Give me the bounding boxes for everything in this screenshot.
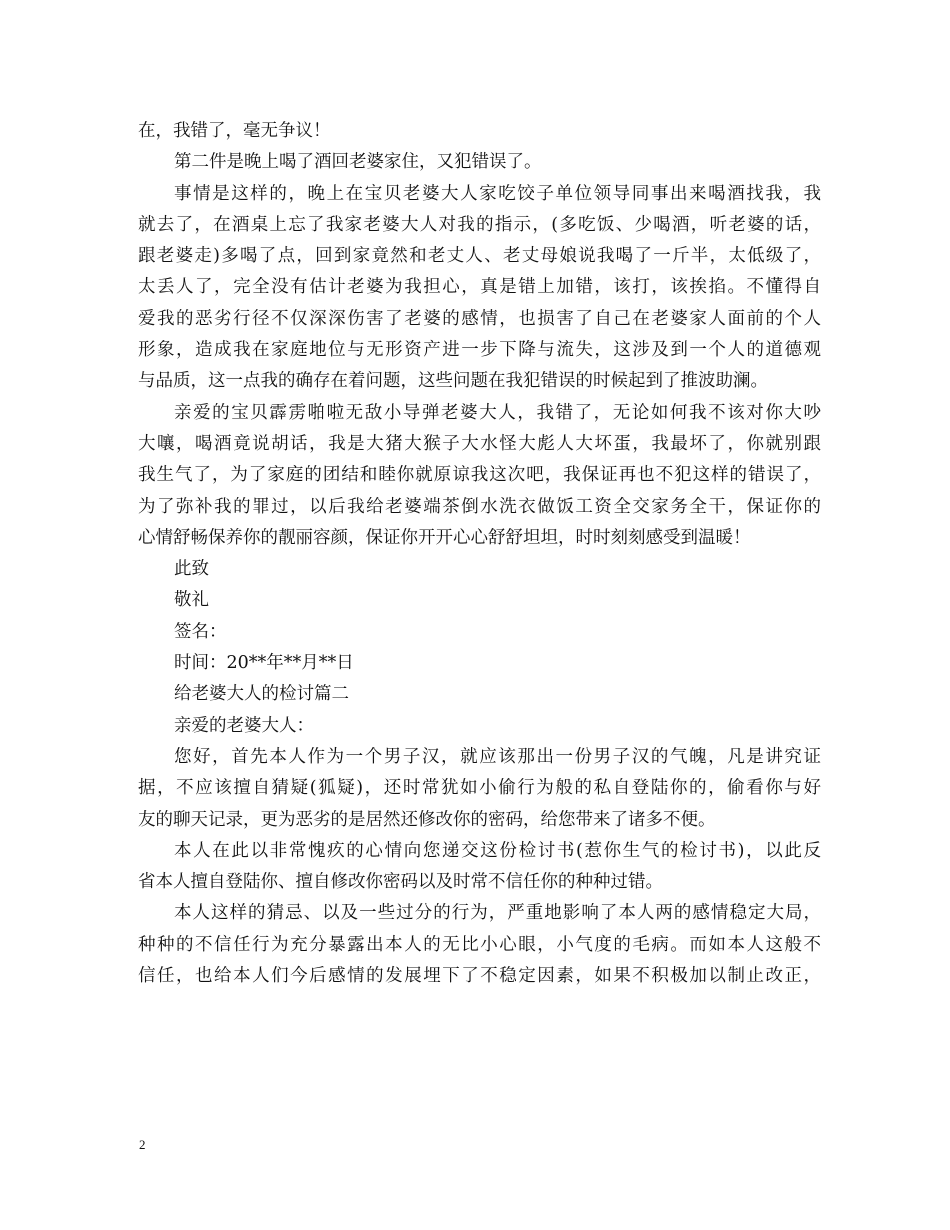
text-line: 敬礼: [174, 590, 209, 611]
text-line: 跟老婆走)多喝了点，回到家竟然和老丈人、老丈母娘说我喝了一斤半，太低级了，: [138, 246, 821, 267]
text-line: 本人在此以非常愧疚的心情向您递交这份检讨书(惹你生气的检讨书)，以此反: [174, 840, 821, 861]
text-line: 事情是这样的，晚上在宝贝老婆大人家吃饺子单位领导同事出来喝酒找我，我: [174, 183, 821, 204]
text-line: 签名：: [174, 621, 227, 642]
document-body: [138, 116, 821, 992]
text-line: 我生气了，为了家庭的团结和睦你就原谅我这次吧，我保证再也不犯这样的错误了，: [138, 465, 821, 486]
text-line: 省本人擅自登陆你、擅自修改你密码以及时常不信任你的种种过错。: [138, 872, 663, 893]
text-line: 心情舒畅保养你的靓丽容颜，保证你开开心心舒舒坦坦，时时刻刻感受到温暖！: [138, 527, 751, 548]
text-line: 时间：20**年**月**日: [174, 653, 354, 674]
text-line: 就去了，在酒桌上忘了我家老婆大人对我的指示，(多吃饭、少喝酒，听老婆的话，: [138, 214, 821, 235]
text-line: 为了弥补我的罪过，以后我给老婆端茶倒水洗衣做饭工资全交家务全干，保证你的: [138, 496, 821, 517]
text-line: 您好，首先本人作为一个男子汉，就应该那出一份男子汉的气魄，凡是讲究证: [174, 746, 821, 767]
text-line: 与品质，这一点我的确存在着问题，这些问题在我犯错误的时候起到了推波助澜。: [138, 371, 768, 392]
text-line: 形象，造成我在家庭地位与无形资产进一步下降与流失，这涉及到一个人的道德观: [138, 340, 821, 361]
text-line: 亲爱的老婆大人：: [174, 715, 314, 736]
text-line: 友的聊天记录，更为恶劣的是居然还修改你的密码，给您带来了诸多不便。: [138, 809, 716, 830]
text-line: 信任，也给本人们今后感情的发展埋下了不稳定因素，如果不积极加以制止改正，: [138, 966, 821, 987]
page-number: 2: [139, 1137, 146, 1152]
text-line: 此致: [174, 559, 209, 580]
text-line: 种种的不信任行为充分暴露出本人的无比小心眼，小气度的毛病。而如本人这般不: [138, 934, 821, 955]
text-line: 在，我错了，毫无争议！: [138, 121, 331, 141]
text-line: 给老婆大人的检讨篇二: [174, 684, 349, 705]
text-line: 爱我的恶劣行径不仅深深伤害了老婆的感情，也损害了自己在老婆家人面前的个人: [138, 308, 821, 329]
text-line: 第二件是晚上喝了酒回老婆家住，又犯错误了。: [174, 152, 542, 173]
text-line: 太丢人了，完全没有估计老婆为我担心，真是错上加错，该打，该挨掐。不懂得自: [138, 277, 821, 298]
text-line: 亲爱的宝贝霹雳啪啦无敌小导弹老婆大人，我错了，无论如何我不该对你大吵: [174, 402, 821, 423]
text-line: 据，不应该擅自猜疑(狐疑)，还时常犹如小偷行为般的私自登陆你的，偷看你与好: [138, 778, 821, 799]
text-line: 大嚷，喝酒竟说胡话，我是大猪大猴子大水怪大彪人大坏蛋，我最坏了，你就别跟: [138, 433, 821, 454]
text-line: 本人这样的猜忌、以及一些过分的行为，严重地影响了本人两的感情稳定大局，: [174, 903, 821, 924]
